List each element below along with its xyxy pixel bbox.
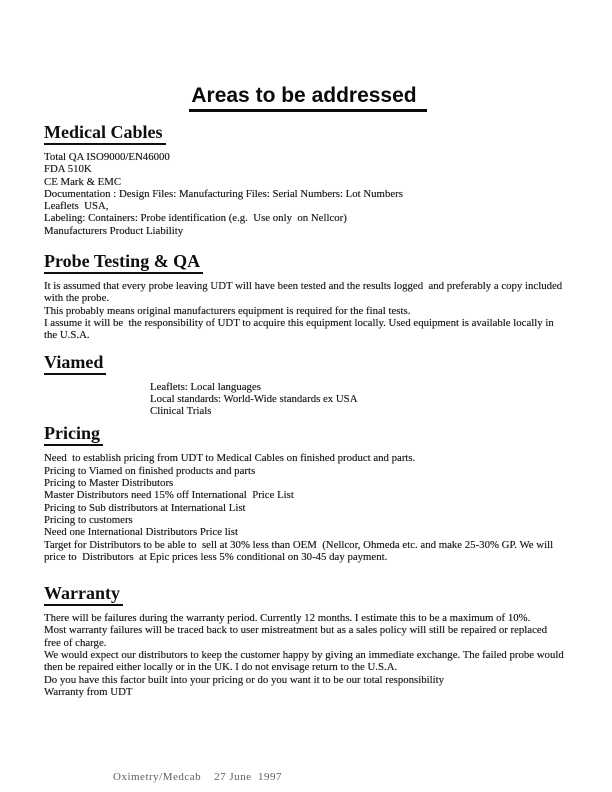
- section-medical-cables: [44, 122, 572, 237]
- text-line: Leaflets USA,: [44, 200, 109, 213]
- text-line: Do you have this factor built into your pricing or do you want it to be our total responsibility: [44, 673, 445, 686]
- text-line: Need one International Distributors Price list: [44, 526, 238, 539]
- section-body: [44, 381, 572, 418]
- text-line: Target for Distributors to be able to sell at 30% less than OEM (Nellcor, Ohmeda etc. and make 25-30% GP. We will price to Distributors at Epic prices less 5% conditional on 30-45 day payment.: [44, 538, 556, 563]
- text-line: Labeling: Containers: Probe identification (e.g. Use only on Nellcor): [44, 212, 347, 225]
- section-body: [44, 280, 566, 341]
- section-body: [44, 612, 566, 698]
- text-line: FDA 510K: [44, 163, 92, 176]
- section-heading: [44, 251, 572, 274]
- text-line: Pricing to customers: [44, 513, 133, 526]
- section-heading: [44, 583, 572, 606]
- text-line: There will be failures during the warranty period. Currently 12 months. I estimate this to be a maximum of 10%.: [44, 612, 531, 625]
- text-line: This probably means original manufacturers equipment is required for the final tests.: [44, 304, 411, 317]
- text-line: Warranty from UDT: [44, 685, 133, 698]
- section-probe-testing-qa: [44, 251, 572, 341]
- section-viamed: [44, 352, 572, 418]
- text-line: I assume it will be the responsibility of UDT to acquire this equipment locally. Used equipment is available locally in the U.S.A.: [44, 316, 557, 342]
- section-warranty: [44, 583, 572, 698]
- section-heading-text: Pricing: [44, 423, 103, 446]
- text-line: Need to establish pricing from UDT to Medical Cables on finished product and parts.: [44, 452, 416, 465]
- text-line: CE Mark & EMC: [44, 175, 122, 188]
- text-line: We would expect our distributors to keep the customer happy by giving an immediate exchange. The failed probe would then be repaired either locally or in the UK. I do not envisage return to the U.S.A.: [44, 649, 567, 674]
- document-body: [44, 122, 572, 698]
- section-heading: [44, 423, 572, 446]
- section-body: [44, 452, 566, 563]
- section-pricing: [44, 423, 572, 563]
- page-footer: Oximetry/Medcab 27 June 1997: [113, 771, 283, 783]
- section-heading-text: Probe Testing & QA: [44, 251, 203, 274]
- section-heading: [44, 122, 572, 145]
- text-line: Leaflets: Local languages: [150, 380, 261, 393]
- text-line: Pricing to Master Distributors: [44, 477, 174, 490]
- text-line: Most warranty failures will be traced back to user mistreatment but as a sales policy will still be repaired or replaced free of charge.: [44, 624, 550, 649]
- text-line: It is assumed that every probe leaving UDT will have been tested and the results logged and preferably a copy included with the probe.: [44, 280, 565, 305]
- text-line: Documentation : Design Files: Manufacturing Files: Serial Numbers: Lot Numbers: [44, 187, 403, 200]
- document-title: [44, 84, 572, 112]
- section-heading: [44, 352, 572, 375]
- text-line: Master Distributors need 15% off International Price List: [44, 489, 294, 502]
- document-title-text: Areas to be addressed: [189, 84, 426, 112]
- text-line: Clinical Trials: [150, 405, 212, 418]
- section-heading-text: Viamed: [44, 352, 106, 375]
- text-line: Local standards: World-Wide standards ex USA: [150, 392, 358, 405]
- section-heading-text: Medical Cables: [44, 122, 166, 145]
- text-line: Pricing to Viamed on finished products and parts: [44, 464, 256, 477]
- section-body: [44, 151, 566, 237]
- section-heading-text: Warranty: [44, 583, 123, 606]
- text-line: Pricing to Sub distributors at International List: [44, 501, 246, 514]
- text-line: Total QA ISO9000/EN46000: [44, 151, 170, 163]
- text-line: Manufacturers Product Liability: [44, 224, 184, 237]
